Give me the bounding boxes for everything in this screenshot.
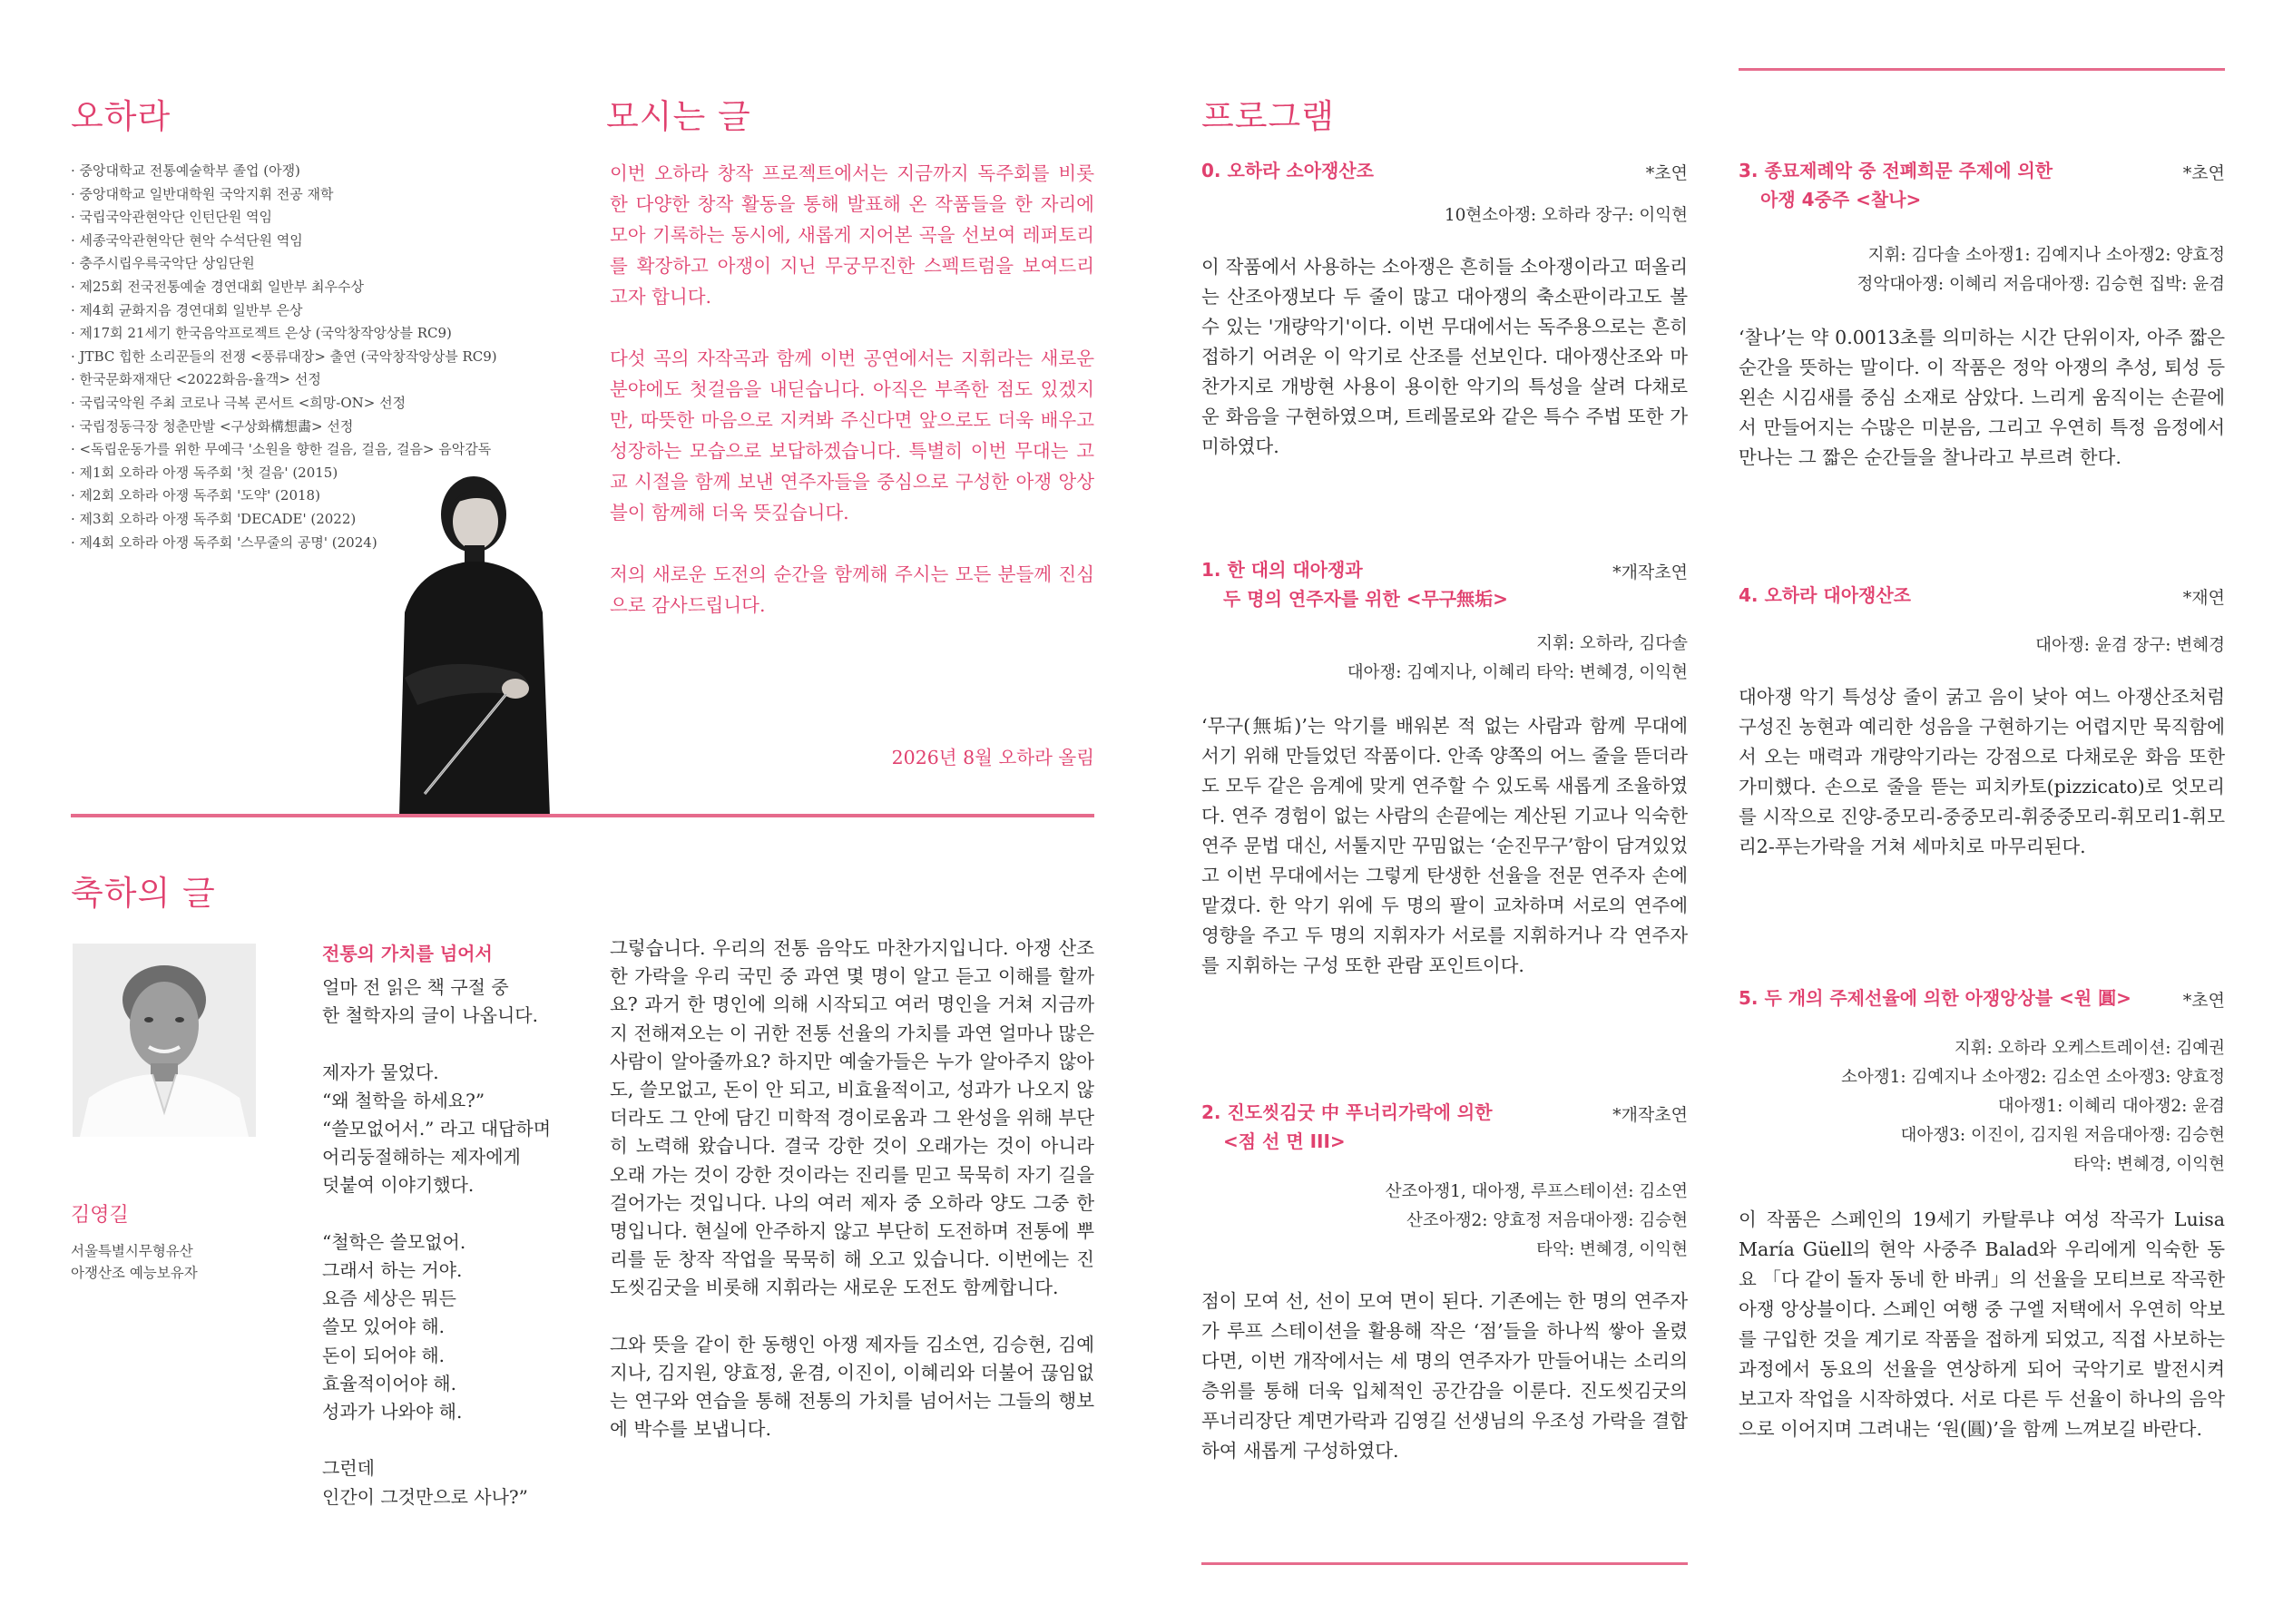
- profile-item: · 제17회 21세기 한국음악프로젝트 은상 (국악창작앙상블 RC9): [71, 322, 579, 346]
- program-heading: 프로그램: [1201, 97, 1335, 136]
- program-item-3-tag: *초연: [2182, 163, 2225, 183]
- poem-line: 성과가 나와야 해.: [322, 1401, 463, 1423]
- credit-line: 타악: 변혜경, 이익현: [1536, 1240, 1688, 1259]
- poem-line: [322, 1426, 594, 1454]
- congrats-paragraph-2: 그와 뜻을 같이 한 동행인 아쟁 제자들 김소연, 김승현, 김예지나, 김지원, 양효정, 윤겸, 이진이, 이혜리와 더불어 끊임없는 연구와 연습을 통해 전통의 가치를 넘어서는 그들의 행보에 박수를 보냅니다.: [610, 1333, 1094, 1441]
- poem-line: “쓸모없어서.” 라고 대답하며: [322, 1118, 552, 1140]
- poem-line: 한 철학자의 글이 나옵니다.: [322, 1004, 538, 1027]
- poem-line: 제자가 물었다.: [322, 1061, 439, 1083]
- credit-line: 대아쟁: 김예지나, 이혜리 타악: 변혜경, 이익현: [1347, 663, 1688, 682]
- author-portrait: [73, 944, 256, 1137]
- profile-item: · 중앙대학교 일반대학원 국악지휘 전공 재학: [71, 183, 579, 207]
- credit-line: 지휘: 오하라 오케스트레이션: 김예권: [1954, 1039, 2225, 1058]
- credit-line: 지휘: 김다솔 소아쟁1: 김예지나 소아쟁2: 양효정: [1867, 246, 2225, 265]
- greeting-paragraph-2: 다섯 곡의 자작곡과 함께 이번 공연에서는 지휘라는 새로운 분야에도 첫걸음을 내딛습니다. 아직은 부족한 점도 있겠지만, 따뜻한 마음으로 지켜봐 주신다면 앞으로도 더욱 배우고 성장하는 모습으로 보답하겠습니다. 특별히 이번 무대는 고교 시절을 함께 보낸 연주자들을 중심으로 구성한 아쟁 앙상블이 함께해 더욱 뜻깊습니다.: [610, 347, 1094, 523]
- profile-item: · 중앙대학교 전통예술학부 졸업 (아쟁): [71, 160, 579, 183]
- poem-line: 그래서 하는 거야.: [322, 1259, 463, 1281]
- program-item-4-title: 4. 오하라 대아쟁산조: [1739, 584, 1911, 606]
- program-item-3-credits: [1739, 241, 2225, 299]
- program-item-2-tag: *개작초연: [1612, 1105, 1688, 1125]
- credit-line: 산조아쟁2: 양효정 저음대아쟁: 김승현: [1406, 1211, 1688, 1230]
- profile-item: · 제4회 오하라 아쟁 독주회 '스무줄의 공명' (2024): [71, 532, 579, 555]
- congrats-paragraph-1: 그렇습니다. 우리의 전통 음악도 마찬가지입니다. 아쟁 산조 한 가락을 우리 국민 중 과연 몇 명이 알고 듣고 이해를 할까요? 과거 한 명인에 의해 시작되고 여러 명인을 거쳐 지금까지 전해져오는 이 귀한 전통 선율의 가치를 과연 얼마나 많은 사람이 알아줄까요? 하지만 예술가들은 누가 알아주지 않아도, 쓸모없고, 돈이 안 되고, 비효율적이고, 성과가 나오지 않더라도 그 안에 담긴 미학적 경이로움과 그 완성을 위해 부단히 노력해 왔습니다. 결국 강한 것이 오래가는 것이 아니라 오래 가는 것이 강한 것이라는 진리를 믿고 묵묵히 자기 길을 걸어가는 것입니다. 나의 여러 제자 중 오하라 양도 그중 한 명입니다. 현실에 안주하지 않고 부단히 도전하며 전통에 뿌리를 둔 창작 작업을 묵묵히 해 오고 있습니다. 이번에는 진도씻김굿을 비롯해 지휘라는 새로운 도전도 함께합니다.: [610, 937, 1094, 1299]
- program-item-4-tag: *재연: [2182, 588, 2225, 608]
- poem-line: 어리둥절해하는 제자에게: [322, 1146, 521, 1169]
- greeting-body: [610, 158, 1094, 621]
- congrats-body: [610, 934, 1094, 1443]
- program-item-2-title: 2. 진도씻김굿 中 푸너리가락에 의한: [1201, 1101, 1493, 1123]
- credit-line: 대아쟁: 윤겸 장구: 변혜경: [2035, 636, 2225, 655]
- program-item-2: [1201, 1098, 1688, 1466]
- program-item-0-title: 0. 오하라 소아쟁산조: [1201, 160, 1374, 181]
- program-item-5-tag: *초연: [2182, 991, 2225, 1011]
- profile-item: · 국립국악원 주최 코로나 극복 콘서트 <희망-ON> 선정: [71, 392, 579, 416]
- program-item-1-desc: ‘무구(無垢)’는 악기를 배워본 적 없는 사람과 함께 무대에 서기 위해 만들었던 작품이다. 안족 양쪽의 어느 줄을 뜯더라도 모두 같은 음계에 맞게 연주할 수 있도록 새롭게 조율하였다. 연주 경험이 없는 사람의 손끝에는 계산된 기교나 익숙한 연주 문법 대신, 서툴지만 꾸밈없는 ‘순진무구’함이 담겨있었고 이번 무대에서는 그렇게 탄생한 선율을 전문 연주자 손에 맡겼다. 한 악기 위에 두 명의 팔이 교차하며 서로의 연주에 영향을 주고 두 명의 지휘자가 서로를 지휘하거나 각 연주자를 지휘하는 구성 또한 관람 포인트이다.: [1201, 715, 1688, 976]
- profile-item: · 제25회 전국전통예술 경연대회 일반부 최우수상: [71, 276, 579, 299]
- congrats-heading: 축하의 글: [71, 874, 216, 913]
- author-title-1: 서울특별시무형유산: [71, 1243, 193, 1259]
- credit-line: 정악대아쟁: 이혜리 저음대아쟁: 김승현 집박: 윤겸: [1857, 275, 2225, 294]
- profile-item: · 국립국악관현악단 인턴단원 역임: [71, 206, 579, 230]
- credit-line: 산조아쟁1, 대아쟁, 루프스테이션: 김소연: [1385, 1182, 1688, 1201]
- author-name: 김영길: [71, 1204, 129, 1227]
- poem-line: 얼마 전 읽은 책 구절 중: [322, 976, 509, 998]
- author-credentials: [71, 1240, 198, 1284]
- program-item-0: [1201, 156, 1688, 462]
- poem-line: 돈이 되어야 해.: [322, 1344, 445, 1366]
- credit-line: 10현소아쟁: 오하라 장구: 이익현: [1444, 206, 1688, 225]
- poem-line: 인간이 그것만으로 사나?”: [322, 1485, 528, 1508]
- author-title-2: 아쟁산조 예능보유자: [71, 1265, 198, 1281]
- profile-item: · 제2회 오하라 아쟁 독주회 '도약' (2018): [71, 484, 579, 508]
- program-item-4-desc: 대아쟁 악기 특성상 줄이 굵고 음이 낮아 여느 아쟁산조처럼 구성진 농현과 예리한 성음을 구현하기는 어렵지만 묵직함에서 오는 매력과 개량악기라는 강점으로 다채로운 화음 또한 가미했다. 손으로 줄을 뜯는 피치카토(pizzicato)로 엇모리를 시작으로 진양-중모리-중중모리-휘중중모리-휘모리1-휘모리2-푸는가락을 거쳐 세마치로 마무리된다.: [1739, 686, 2225, 857]
- program-item-0-tag: *초연: [1645, 163, 1688, 183]
- program-item-4: [1739, 581, 2225, 862]
- program-item-3-title: 3. 종묘제례악 중 전폐희문 주제에 의한: [1739, 160, 2053, 181]
- poem-title: 전통의 가치를 넘어서: [322, 943, 493, 964]
- program-item-2-credits: [1201, 1178, 1688, 1265]
- profile-item: · 세종국악관현악단 현악 수석단원 역임: [71, 230, 579, 253]
- poem-line: 그런데: [322, 1457, 375, 1480]
- program-item-5-desc: 이 작품은 스페인의 19세기 카탈루냐 여성 작곡가 Luisa María Güell의 현악 사중주 Balad와 우리에게 익숙한 동요 「다 같이 돌자 동네 한 바퀴」의 선율을 모티브로 작곡한 아쟁 앙상블이다. 스페인 여행 중 구엘 저택에서 우연히 악보를 구입한 것을 계기로 작품을 접하게 되었고, 직접 사보하는 과정에서 동요의 선율을 연상하게 되어 국악기로 발전시켜 보고자 작업을 시작하였다. 서로 다른 두 선율이 하나의 음악으로 이어지며 그려내는 ‘원(圓)’을 함께 느껴보길 바란다.: [1739, 1208, 2225, 1440]
- program-item-2-subtitle: <점 선 면 III>: [1223, 1130, 1346, 1152]
- profile-item: · 국립정동극장 청춘만발 <구상화構想畵> 선정: [71, 416, 579, 439]
- program-item-5-title: 5. 두 개의 주제선율에 의한 아쟁앙상블 <원 圓>: [1739, 987, 2131, 1009]
- poem-line: [322, 1030, 594, 1058]
- program-item-3-subtitle: 아쟁 4중주 <찰나>: [1760, 189, 1922, 210]
- greeting-signoff: 2026년 8월 오하라 올림: [891, 747, 1094, 768]
- program-item-1-tag: *개작초연: [1612, 563, 1688, 582]
- poem-line: [322, 1200, 594, 1228]
- program-item-3: [1739, 156, 2225, 473]
- program-item-4-credits: [1739, 631, 2225, 660]
- profile-item: · JTBC 힙한 소리꾼들의 전쟁 <풍류대장> 출연 (국악창작앙상블 RC9): [71, 346, 579, 369]
- profile-item: · 한국문화재재단 <2022화음-율객> 선정: [71, 368, 579, 392]
- program-item-1-credits: [1201, 630, 1688, 688]
- greeting-paragraph-1: 이번 오하라 창작 프로젝트에서는 지금까지 독주회를 비롯한 다양한 창작 활동을 통해 발표해 온 작품들을 한 자리에 모아 기록하는 동시에, 새롭게 지어본 곡을 선보여 레퍼토리를 확장하고 아쟁이 지닌 무궁무진한 스펙트럼을 보여드리고자 합니다.: [610, 162, 1094, 308]
- section-divider: [71, 814, 1094, 817]
- poem-line: “왜 철학을 하세요?”: [322, 1089, 485, 1111]
- profile-item: · 제1회 오하라 아쟁 독주회 '첫 걸음' (2015): [71, 462, 579, 485]
- poem-line: 쓸모 있어야 해.: [322, 1316, 445, 1338]
- credit-line: 대아쟁1: 이혜리 대아쟁2: 윤겸: [1997, 1097, 2225, 1116]
- poem-line: 요즘 세상은 뭐든: [322, 1287, 456, 1310]
- program-item-2-desc: 점이 모여 선, 선이 모여 면이 된다. 기존에는 한 명의 연주자가 루프 스테이션을 활용해 작은 ‘점’들을 하나씩 쌓아 올렸다면, 이번 개작에서는 세 명의 연주자가 만들어내는 소리의 층위를 통해 더욱 입체적인 공간감을 이룬다. 진도씻김굿의 푸너리장단 계면가락과 김영길 선생님의 우조성 가락을 결합하여 새롭게 구성하였다.: [1201, 1290, 1688, 1462]
- profile-heading: 오하라: [71, 97, 171, 136]
- conductor-portrait: [381, 467, 563, 817]
- poem-line: 효율적이어야 해.: [322, 1372, 456, 1394]
- profile-item: · <독립운동가를 위한 무예극 '소원을 향한 걸음, 걸음, 걸음> 음악감독: [71, 438, 579, 462]
- program-item-5: [1739, 983, 2225, 1444]
- profile-item: · 제3회 오하라 아쟁 독주회 'DECADE' (2022): [71, 508, 579, 532]
- credit-line: 지휘: 오하라, 김다솔: [1536, 634, 1688, 653]
- top-right-rule: [1739, 68, 2225, 71]
- credit-line: 소아쟁1: 김예지나 소아쟁2: 김소연 소아쟁3: 양효정: [1841, 1068, 2225, 1087]
- poem-line: 덧붙여 이야기했다.: [322, 1174, 475, 1197]
- credit-line: 대아쟁3: 이진이, 김지원 저음대아쟁: 김승현: [1900, 1126, 2225, 1145]
- credit-line: 타악: 변혜경, 이익현: [2073, 1155, 2225, 1174]
- profile-item: · 충주시립우륵국악단 상임단원: [71, 252, 579, 276]
- poem-line: “철학은 쓸모없어.: [322, 1230, 466, 1253]
- greeting-heading: 모시는 글: [606, 97, 751, 136]
- bottom-rule: [1201, 1562, 1688, 1565]
- program-item-1-title: 1. 한 대의 대아쟁과: [1201, 559, 1363, 581]
- poem-lines: [322, 973, 594, 1511]
- profile-item: · 제4회 균화지음 경연대회 일반부 은상: [71, 299, 579, 323]
- greeting-paragraph-3: 저의 새로운 도전의 순간을 함께해 주시는 모든 분들께 진심으로 감사드립니다.: [610, 563, 1094, 616]
- program-item-3-desc: ‘찰나’는 약 0.0013초를 의미하는 시간 단위이자, 아주 짧은 순간을 뜻하는 말이다. 이 작품은 정악 아쟁의 추성, 퇴성 등 왼손 시김새를 중심 소재로 삼았다. 느리게 움직이는 손끝에서 만들어지는 수많은 미분음, 그리고 우연히 특정 음정에서 만나는 그 짧은 순간들을 찰나라고 부르려 한다.: [1739, 327, 2225, 468]
- program-item-0-credits: [1201, 201, 1688, 230]
- program-item-5-credits: [1739, 1034, 2225, 1179]
- program-item-1: [1201, 555, 1688, 981]
- program-item-1-subtitle: 두 명의 연주자를 위한 <무구無垢>: [1223, 588, 1508, 610]
- program-item-0-desc: 이 작품에서 사용하는 소아쟁은 흔히들 소아쟁이라고 떠올리는 산조아쟁보다 두 줄이 많고 대아쟁의 축소판이라고도 볼 수 있는 '개량악기'이다. 이번 무대에서는 독주용으로는 흔히 접하기 어려운 이 악기로 산조를 선보인다. 대아쟁산조와 마찬가지로 개방현 사용이 용이한 악기의 특성을 살려 다채로운 화음을 구현하였으며, 트레몰로와 같은 특수 주법 또한 가미하였다.: [1201, 256, 1688, 457]
